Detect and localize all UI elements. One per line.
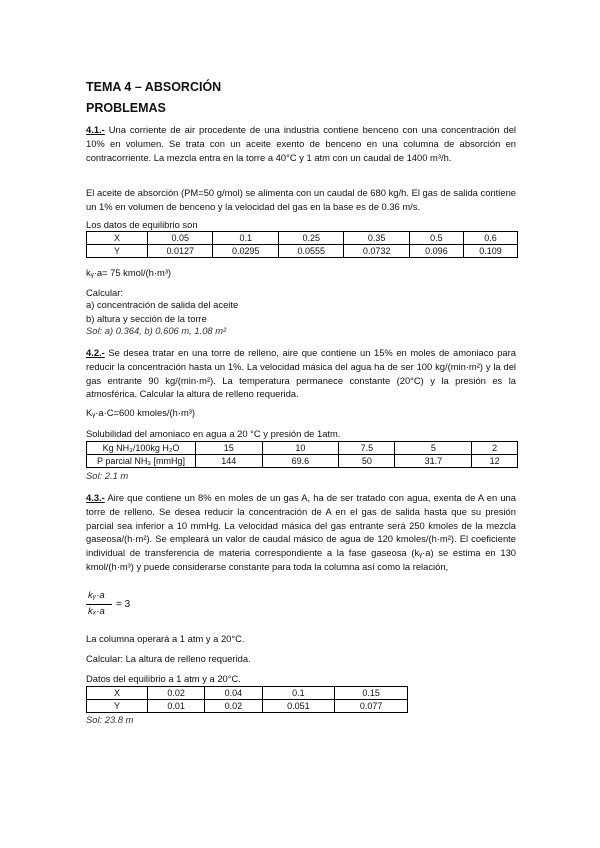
table-row <box>87 700 408 713</box>
formula-denominator: kₓ·a <box>88 606 105 617</box>
problem-text: Una corriente de air procedente de una industria contiene benceno con una concentración del 10% en volumen. Se trata con un aceite exento de benceno en una columna de absorción en contracorriente. La mezcla entra en la torre a 40°C y 1 atm con un caudal de 1400 m³/h. <box>86 124 516 163</box>
calc-item-a: a) concentración de salida del aceite <box>86 299 239 310</box>
table-cell: 0.0295 <box>213 245 278 258</box>
formula-numerator: kᵧ·a <box>88 590 105 601</box>
formula-value: = 3 <box>116 599 131 610</box>
calc-label: Calcular: <box>86 287 123 298</box>
table-cell: 0.051 <box>262 700 335 713</box>
problem-4-1-text2: El aceite de absorción (PM=50 g/mol) se alimenta con un caudal de 680 kg/h. El gas de salida contiene un 1% en volumen de benceno y la velocidad del gas en la base es de 0.36 m/s. <box>86 187 516 212</box>
section-heading: PROBLEMAS <box>86 101 166 115</box>
table-cell: 50 <box>339 455 395 468</box>
table-row <box>87 455 518 468</box>
table-cell: X <box>87 687 148 700</box>
table-cell: 7.5 <box>339 442 395 455</box>
table-cell: 0.109 <box>463 245 517 258</box>
ratio-formula <box>86 590 146 620</box>
problem-4-3-statement <box>86 491 516 574</box>
table-cell: 0.02 <box>148 687 205 700</box>
table-caption: Datos del equilibrio a 1 atm y a 20°C. <box>86 673 241 684</box>
table-cell: 0.02 <box>205 700 262 713</box>
table-row <box>87 245 518 258</box>
table-caption: Solubilidad del amoniaco en agua a 20 °C y presión de 1atm. <box>86 428 341 439</box>
table-cell: 0.25 <box>278 232 343 245</box>
mass-transfer-coefficient: Kᵧ·a·C=600 kmoles/(h·m³) <box>86 407 196 418</box>
problem-text: Aire que contiene un 8% en moles de un gas A, ha de ser tratado con agua, exenta de A en una torre de relleno. Se desea reducir la concentración de A en el gas de salida hasta que su presión parcial sea inferior a 10 mmHg. La velocidad másica del gas entrante será 250 kmoles de la mezcla gaseosa/(h·m²). Se empleará un valor de caudal másico de agua de 120 kmoles/(h·m²). El coeficiente individual de transferencia de materia correspondiente a la fase gaseosa (kᵧ·a) se estima en 130 kmol/(h·m³) y puede considerarse constante para toda la columna así como la relación, <box>86 492 516 572</box>
table-cell: X <box>87 232 148 245</box>
table-cell: 0.0555 <box>278 245 343 258</box>
table-cell: 0.1 <box>262 687 335 700</box>
table-cell: 0.0732 <box>344 245 409 258</box>
equilibrium-table-4-1 <box>86 231 518 258</box>
problem-4-1-statement <box>86 123 516 164</box>
table-row <box>87 442 518 455</box>
table-cell: 0.35 <box>344 232 409 245</box>
table-cell: 12 <box>472 455 518 468</box>
operating-conditions: La columna operará a 1 atm y a 20°C. <box>86 633 245 644</box>
problem-number: 4.1.- <box>86 124 105 135</box>
table-row <box>87 232 518 245</box>
table-cell: 0.0127 <box>148 245 213 258</box>
solubility-table-4-2 <box>86 441 518 468</box>
mass-transfer-coefficient: kᵧ·a= 75 kmol/(h·m³) <box>86 267 172 278</box>
table-cell: 2 <box>472 442 518 455</box>
table-cell: 0.05 <box>148 232 213 245</box>
page-title: TEMA 4 – ABSORCIÓN <box>86 80 222 94</box>
table-cell: 0.1 <box>213 232 278 245</box>
solution: Sol: 2.1 m <box>86 470 129 481</box>
table-cell: 10 <box>262 442 339 455</box>
calc-label: Calcular: La altura de relleno requerida. <box>86 653 251 664</box>
equilibrium-table-4-3 <box>86 686 408 713</box>
solution: Sol: 23.8 m <box>86 714 134 725</box>
table-cell: 31.7 <box>395 455 472 468</box>
solution: Sol: a) 0.364, b) 0.606 m, 1.08 m² <box>86 325 227 336</box>
table-cell: 15 <box>196 442 263 455</box>
table-cell: 0.5 <box>409 232 463 245</box>
problem-4-2-statement <box>86 346 516 401</box>
table-cell: 0.01 <box>148 700 205 713</box>
table-cell: P parcial NH₃ [mmHg] <box>87 455 196 468</box>
table-cell: 0.04 <box>205 687 262 700</box>
table-cell: 144 <box>196 455 263 468</box>
problem-text: Se desea tratar en una torre de relleno, aire que contiene un 15% en moles de amoniaco para reducir la concentración hasta un 1%. La velocidad másica del agua ha de ser 100 kg/(min·m²) y la del gas entrante 90 kg/(min·m²). La temperatura permanece constante (20°C) y la presión es la atmosférica. Calcular la altura de relleno requerida. <box>86 347 516 400</box>
table-cell: Y <box>87 245 148 258</box>
table-caption: Los datos de equilibrio son <box>86 219 198 230</box>
table-cell: Y <box>87 700 148 713</box>
table-cell: 0.096 <box>409 245 463 258</box>
table-cell: Kg NH₃/100kg H₂O <box>87 442 196 455</box>
problem-number: 4.2.- <box>86 347 105 358</box>
fraction-bar <box>86 604 112 605</box>
table-cell: 0.15 <box>335 687 408 700</box>
problem-number: 4.3.- <box>86 492 105 503</box>
table-cell: 69.6 <box>262 455 339 468</box>
table-cell: 0.6 <box>463 232 517 245</box>
table-cell: 5 <box>395 442 472 455</box>
calc-item-b: b) altura y sección de la torre <box>86 313 207 324</box>
table-cell: 0.077 <box>335 700 408 713</box>
table-row <box>87 687 408 700</box>
